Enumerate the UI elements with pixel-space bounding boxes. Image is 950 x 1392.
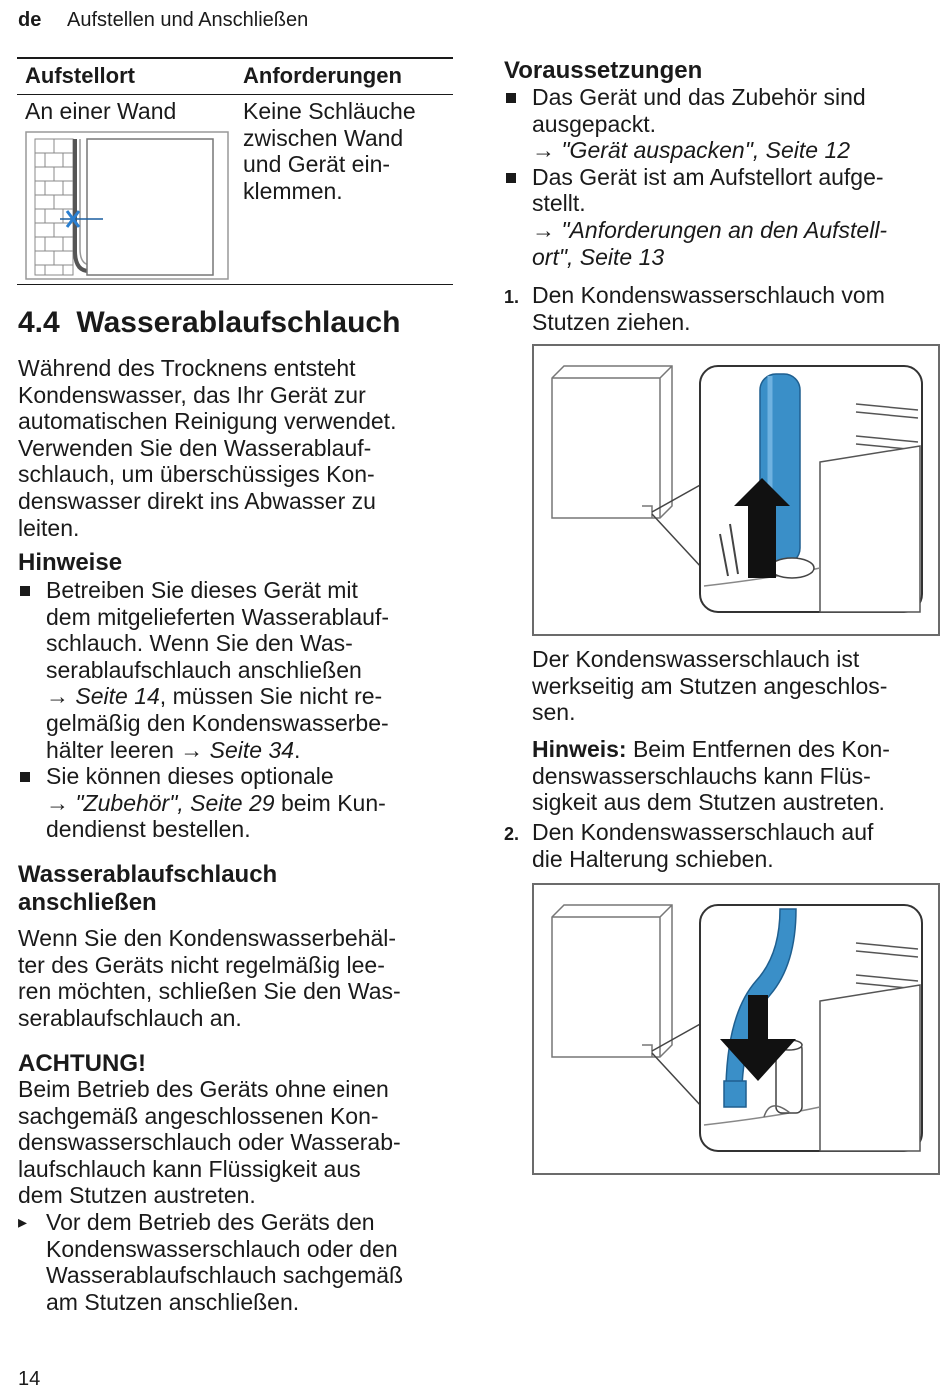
bullet-square <box>506 93 516 103</box>
prerequisites-list <box>504 84 944 270</box>
table-header-requirements: Anforderungen <box>243 63 402 88</box>
action-triangle-icon: ▸ <box>18 1211 28 1232</box>
location-reference-link[interactable]: "Anforderungen an den Aufstell- <box>561 216 888 243</box>
running-header: Aufstellen und Anschließen <box>67 9 309 31</box>
reference-arrow-icon: → <box>46 789 69 816</box>
step-number: 2. <box>504 824 520 844</box>
reference-arrow-icon: → <box>180 736 204 763</box>
list-item: Betreiben Sie dieses Gerät mit dem mitgelieferten Wasserablauf- schlauch. Wenn Sie den Was- serablaufschlauch anschließen → Seite 14, müssen Sie nicht re- gelmäßig den Kondenswasserbe- hälter leeren → Seite 34. <box>18 577 458 763</box>
list-item: Das Gerät und das Zubehör sind ausgepackt. → "Gerät auspacken", Seite 12 <box>504 84 944 164</box>
table-header-rule <box>17 94 453 95</box>
wall-installation-illustration <box>25 131 229 280</box>
list-item: Das Gerät ist am Aufstellort aufge- stellt. → "Anforderungen an den Aufstell- ort", Seite 13 <box>504 164 944 270</box>
step-1-note: Hinweis: Beim Entfernen des Kon- denswasserschlauchs kann Flüs- sigkeit aus dem Stutzen austreten. <box>532 736 890 816</box>
section-title: 4.4 Wasserablaufschlauch <box>18 306 401 339</box>
remove-hose-illustration <box>534 346 938 634</box>
figure-attach-hose <box>532 883 940 1175</box>
table-bottom-rule <box>17 284 453 285</box>
bullet-square <box>20 586 30 596</box>
step-number: 1. <box>504 287 520 307</box>
table-top-rule <box>17 57 453 59</box>
table-cell-requirements: Keine Schläuche zwischen Wand und Gerät ein- klemmen. <box>243 98 416 204</box>
step-2: 2. Den Kondenswasserschlauch auf die Halterung schieben. <box>504 819 874 872</box>
notes-heading: Hinweise <box>18 549 123 576</box>
bullet-square <box>20 772 30 782</box>
figure-remove-hose <box>532 344 940 636</box>
step-1-result: Der Kondenswasserschlauch ist werkseitig am Stutzen angeschlos- sen. <box>532 646 888 726</box>
language-code: de <box>18 9 42 31</box>
page-reference-link[interactable]: Seite 14 <box>75 683 160 710</box>
reference-arrow-icon: → <box>532 216 555 243</box>
location-reference-link-cont[interactable]: ort", Seite 13 <box>532 243 665 270</box>
table-header-place: Aufstellort <box>25 63 135 88</box>
note-label: Hinweis: <box>532 736 627 762</box>
warning-heading: ACHTUNG! <box>18 1050 146 1077</box>
table-cell-place: An einer Wand <box>25 98 177 124</box>
page-number: 14 <box>18 1368 41 1390</box>
step-1: 1. Den Kondenswasserschlauch vom Stutzen ziehen. <box>504 282 885 335</box>
bullet-square <box>506 173 516 183</box>
section-intro: Während des Trocknens entsteht Kondenswasser, das Ihr Gerät zur automatischen Reinigung verwendet. Verwenden Sie den Wasserablauf- schlauch, um überschüssiges Kon- denswasser direkt ins Abwasser zu leiten. <box>18 355 397 541</box>
page-reference-link[interactable]: Seite 34 <box>209 736 295 763</box>
warning-text: Beim Betrieb des Geräts ohne einen sachgemäß angeschlossenen Kon- denswasserschlauch oder Wasserab- laufschlauch kann Flüssigkeit aus dem Stutzen austreten. ▸ Vor dem Betrieb des Geräts den Kondenswasserschlauch oder den Wasserablaufschlauch sachgemäß am Stutzen anschließen. <box>18 1076 458 1315</box>
connect-text: Wenn Sie den Kondenswasserbehäl- ter des Geräts nicht regelmäßig lee- ren möchten, schließen Sie den Was- serablaufschlauch an. <box>18 925 401 1031</box>
connect-heading: Wasserablaufschlauch anschließen <box>18 861 278 916</box>
reference-arrow-icon: → <box>46 683 69 710</box>
reference-arrow-icon: → <box>532 137 555 164</box>
prerequisites-heading: Voraussetzungen <box>504 57 703 84</box>
accessory-reference-link[interactable]: "Zubehör", Seite 29 <box>75 789 275 816</box>
list-item: Sie können dieses optionale → "Zubehör", Seite 29 beim Kun- dendienst bestellen. <box>18 763 458 843</box>
unpacking-reference-link[interactable]: "Gerät auspacken", Seite 12 <box>561 137 851 164</box>
notes-list <box>18 577 458 843</box>
action-step: ▸ Vor dem Betrieb des Geräts den Kondenswasserschlauch oder den Wasserablaufschlauch sachgemäß am Stutzen anschließen. <box>18 1208 404 1315</box>
attach-hose-illustration <box>534 885 938 1173</box>
